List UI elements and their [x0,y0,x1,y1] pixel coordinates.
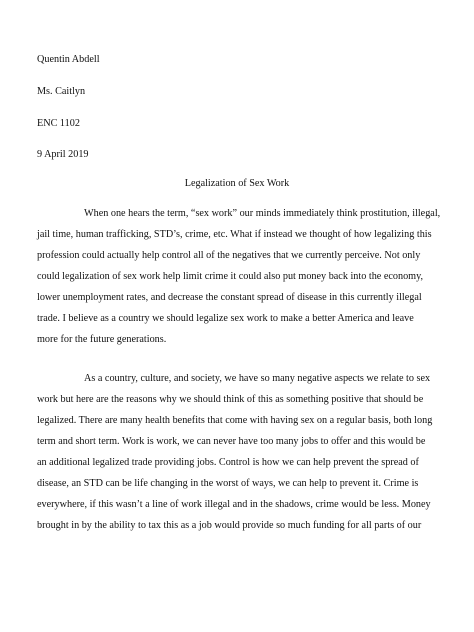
paragraph-line: term and short term. Work is work, we can never have too many jobs to offer and this would be [37,436,426,447]
course-code: ENC 1102 [37,118,80,129]
paragraph-line: jail time, human trafficking, STD’s, crime, etc. What if instead we thought of how legalizing this [37,229,432,240]
author-name: Quentin Abdell [37,54,100,65]
paragraph-line: work but here are the reasons why we should think of this as something positive that should be [37,394,424,405]
paragraph-line: an additional legalized trade providing jobs. Control is how we can help prevent the spread of [37,457,419,468]
paragraph-line: As a country, culture, and society, we have so many negative aspects we relate to sex [84,373,431,384]
paragraph-line: When one hears the term, “sex work” our minds immediately think prostitution, illegal, [84,208,441,219]
paragraph-line: brought in by the ability to tax this as a job would provide so much funding for all parts of our [37,520,422,531]
paragraph-line: legalized. There are many health benefits that come with having sex on a regular basis, both long [37,415,433,426]
instructor-name: Ms. Caitlyn [37,86,86,97]
date-line: 9 April 2019 [37,149,89,160]
paragraph-line: everywhere, if this wasn’t a line of work illegal and in the shadows, crime would be less. Money [37,499,431,510]
paragraph-line: more for the future generations. [37,334,167,345]
paragraph-line [37,536,441,557]
essay-title: Legalization of Sex Work [184,178,290,189]
paragraph-2 [37,368,441,557]
paragraph-line: disease, an STD can be life changing in the worst of ways, we can help to prevent it. Crime is [37,478,419,489]
paragraph-line: lower unemployment rates, and decrease the constant spread of disease in this currently illegal [37,292,422,303]
paragraph-line: could legalization of sex work help limit crime it could also put money back into the economy, [37,271,424,282]
paragraph-line: profession could actually help control all of the negatives that we currently perceive. Not only [37,250,421,261]
paragraph-1 [37,203,441,350]
paragraph-line: trade. I believe as a country we should legalize sex work to make a better America and leave [37,313,414,324]
